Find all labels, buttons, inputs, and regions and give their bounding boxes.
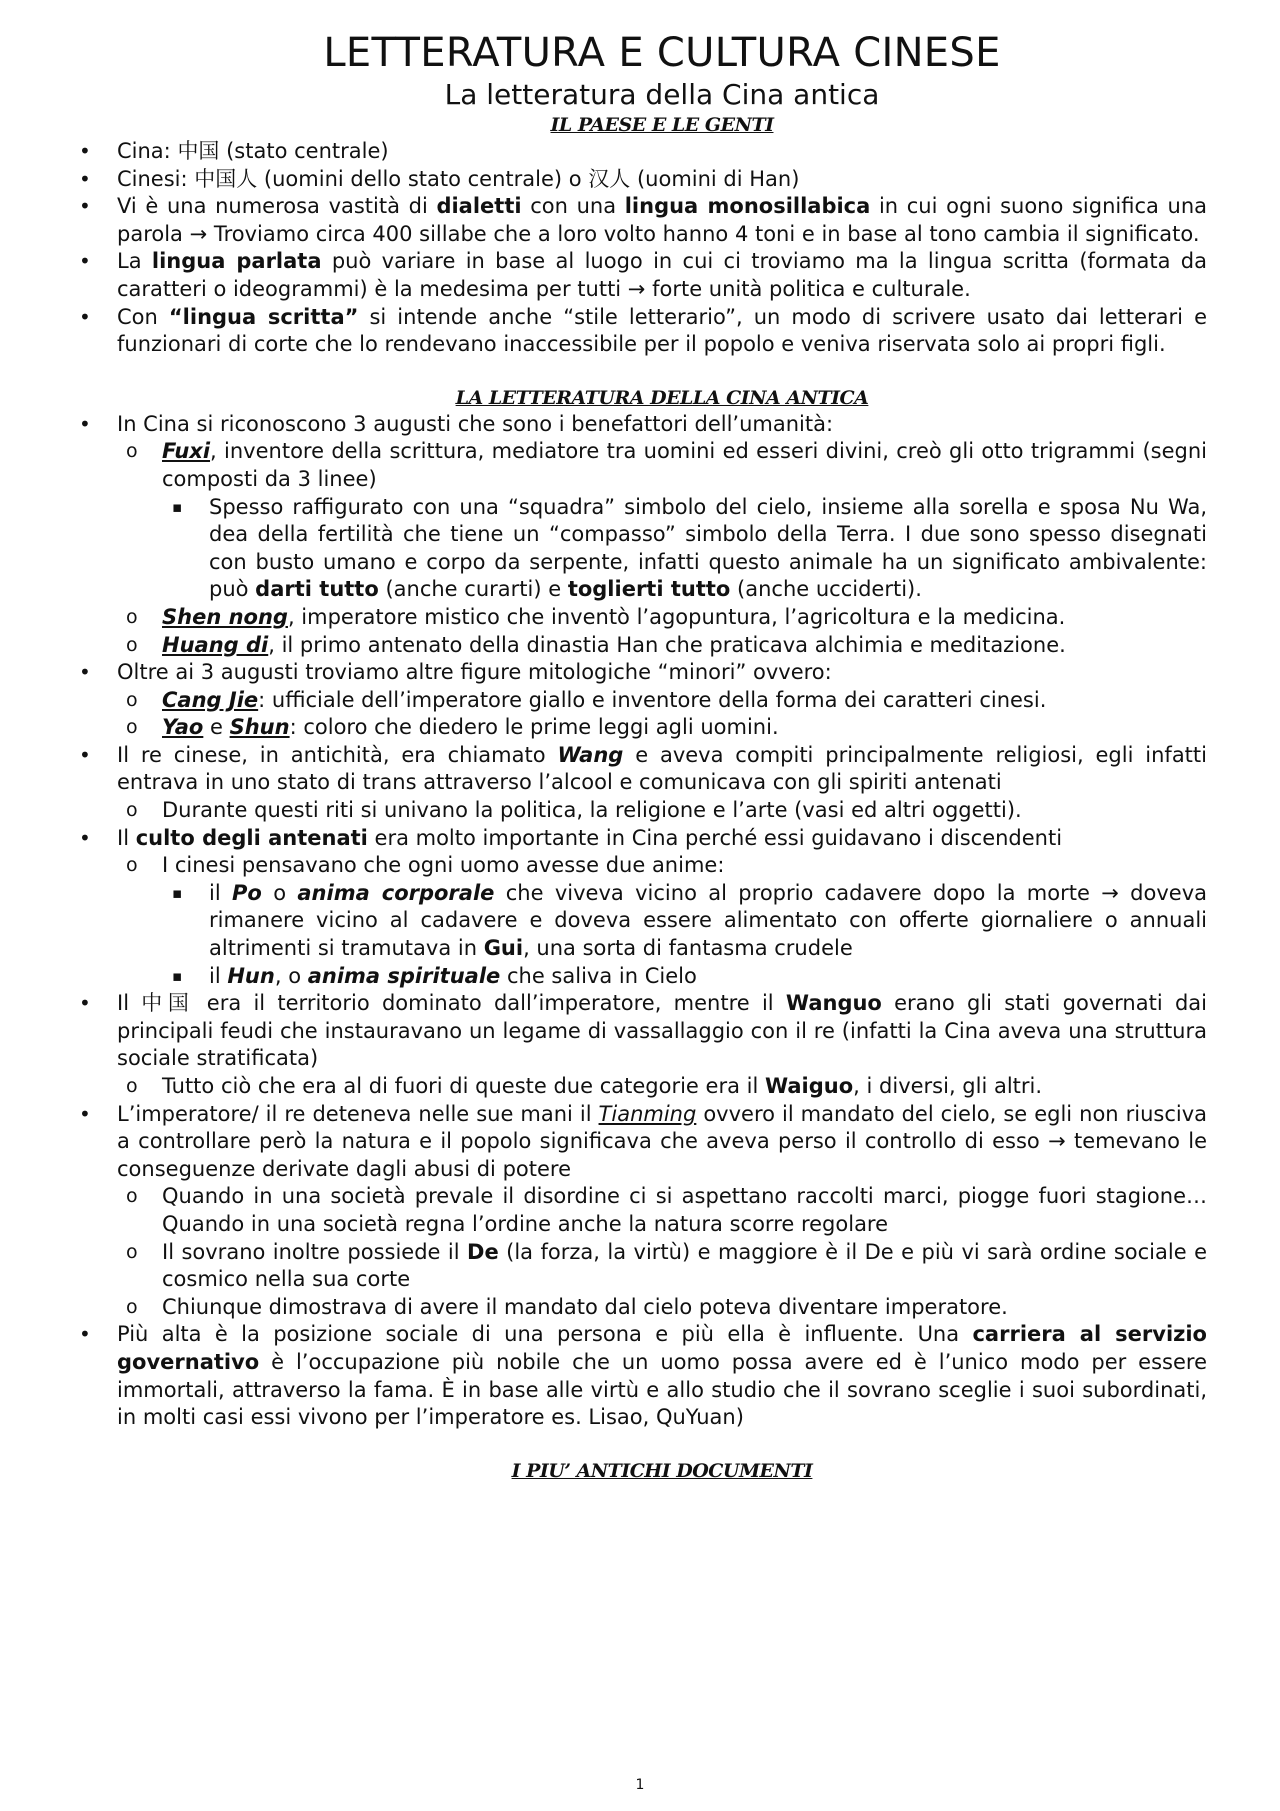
- bold-term: De: [467, 1239, 499, 1264]
- term-anima-spirituale: anima spirituale: [307, 963, 501, 988]
- list-item: [162, 880, 1207, 963]
- bullet-dot: •: [79, 1101, 91, 1126]
- item-text: che saliva in Cielo: [500, 963, 697, 988]
- list-item: [117, 1294, 1207, 1322]
- item-text: Il re cinese, in antichità, era chiamato: [117, 742, 558, 767]
- term-cang-jie: Cang Jie: [162, 687, 259, 712]
- item-text: Con: [117, 304, 169, 329]
- item-text: Tutto ciò che era al di fuori di queste due categorie era il: [162, 1074, 765, 1098]
- bullet-circle: o: [126, 633, 138, 656]
- item-text: è l’occupazione più nobile che un uomo possa avere ed è l’unico modo per essere immortali, attraverso la fama. È in base alle virtù e allo studio che il sovrano sceglie i suoi subordinati, in molti casi essi vivono per l’imperatore es. Lisao, QuYuan): [117, 1349, 1207, 1430]
- item-text: In Cina si riconoscono 3 augusti che sono i benefattori dell’umanità:: [117, 411, 834, 436]
- sublist: [117, 852, 1207, 990]
- item-text: era molto importante in Cina perché essi guidavano i discendenti: [367, 825, 1063, 850]
- item-text: , il primo antenato della dinastia Han che praticava alchimia e meditazione.: [268, 632, 1066, 657]
- item-text: (la forza, la virtù) e maggiore è il De e più vi sarà ordine sociale e cosmico nella sua corte: [162, 1239, 1208, 1292]
- term-hun: Hun: [227, 963, 275, 988]
- bold-term: carriera al servizio governativo: [117, 1322, 1207, 1374]
- item-text: 中国 (stato centrale): [177, 139, 389, 163]
- list-item: [79, 411, 1207, 659]
- list-item: [79, 138, 1207, 166]
- sublist: [117, 687, 1207, 742]
- bold-term: lingua parlata: [151, 249, 322, 274]
- sublist: [117, 1183, 1207, 1321]
- item-text: il: [209, 880, 233, 905]
- item-text: , o: [274, 963, 308, 988]
- list-item: [117, 438, 1207, 604]
- bullet-dot: •: [79, 411, 91, 436]
- term-anima-corporale: anima corporale: [297, 880, 495, 905]
- bullet-dot: •: [79, 660, 91, 685]
- item-text: può variare in base al luogo in cui ci troviamo ma la lingua scritta (formata da caratteri o ideogrammi) è la medesima per tutti → forte unità politica e culturale.: [117, 249, 1208, 301]
- bullet-circle: o: [126, 799, 138, 822]
- bold-term: toglierti tutto: [567, 577, 731, 602]
- item-text: che viveva vicino al proprio cadavere dopo la morte → doveva rimanere vicino al cadavere e doveva essere alimentato con offerte giornaliere o annuali altrimenti si tramutava in: [209, 880, 1207, 961]
- term-fuxi: Fuxi: [162, 439, 211, 464]
- item-text: o: [261, 880, 298, 905]
- bullet-dot: •: [79, 304, 91, 329]
- list-item: [79, 742, 1207, 825]
- list-item: [79, 193, 1207, 248]
- item-text: il: [209, 963, 228, 988]
- bullet-circle: o: [126, 605, 138, 628]
- item-text: Più alta è la posizione sociale di una persona e più ella è influente. Una: [117, 1322, 973, 1347]
- bullet-dot: •: [79, 166, 91, 191]
- list-item: [79, 825, 1207, 991]
- bullet-circle: o: [126, 854, 138, 877]
- bullet-dot: •: [79, 194, 91, 219]
- bullet-square: ▪: [172, 497, 183, 516]
- list-item: [117, 1183, 1207, 1238]
- term-wang: Wang: [557, 742, 624, 767]
- bold-term: lingua monosillabica: [624, 194, 871, 219]
- bold-term: culto degli antenati: [135, 825, 368, 850]
- bullet-circle: o: [126, 1185, 138, 1208]
- section-heading-paese: IL PAESE E LE GENTI: [550, 114, 774, 136]
- list-item: [117, 632, 1207, 660]
- sublist: [162, 494, 1207, 604]
- section-heading-documenti: I PIU’ ANTICHI DOCUMENTI: [511, 1459, 813, 1482]
- list-item: [79, 248, 1208, 303]
- list-item: [79, 1321, 1207, 1431]
- bold-term: Waiguo: [764, 1074, 854, 1098]
- bullet-dot: •: [79, 139, 91, 163]
- list-item: [117, 687, 1207, 715]
- item-text: L’imperatore/ il re deteneva nelle sue mani il: [117, 1101, 599, 1126]
- item-text: erano gli stati governati dai principali feudi che instauravano un legame di vassallaggio con il re (infatti la Cina aveva una struttura sociale stratificata): [117, 991, 1207, 1071]
- term-shun: Shun: [229, 715, 290, 740]
- item-text: e: [203, 715, 230, 740]
- document-subtitle: La letteratura della Cina antica: [444, 78, 880, 111]
- item-text: e aveva compiti principalmente religiosi, egli infatti entrava in uno stato di trans attraverso l’alcool e comunicava con gli spiriti antenati: [117, 742, 1207, 795]
- bullet-dot: •: [79, 249, 91, 274]
- bullet-circle: o: [126, 1075, 138, 1097]
- page-number: 1: [635, 1777, 645, 1793]
- sublist: [117, 1073, 1207, 1101]
- item-text: Oltre ai 3 augusti troviamo altre figure mitologiche “minori” ovvero:: [117, 660, 832, 685]
- bullet-dot: •: [79, 742, 91, 767]
- list-item: [117, 797, 1207, 825]
- item-text: Il 中国 era il territorio dominato dall’imperatore, mentre il: [117, 991, 786, 1016]
- item-text: con una: [521, 194, 625, 219]
- item-text: (anche curarti) e: [378, 577, 568, 602]
- item-text: Cinesi: 中国人 (uomini dello stato centrale) o 汉人 (uomini di Han): [117, 166, 800, 191]
- section-heading-letteratura: LA LETTERATURA DELLA CINA ANTICA: [455, 386, 869, 409]
- item-text: Spesso raffigurato con una “squadra” simbolo del cielo, insieme alla sorella e sposa Nu Wa, dea della fertilità che tiene un “compasso” simbolo della Terra. I due sono spesso disegnati con busto umano e corpo da serpente, infatti questo animale ha un significato ambivalente: può: [209, 494, 1207, 602]
- bullet-dot: •: [79, 825, 91, 850]
- item-text: , una sorta di fantasma crudele: [523, 936, 853, 961]
- term-tianming: Tianming: [598, 1101, 697, 1126]
- section-letteratura-list: [79, 411, 1208, 1432]
- item-text: : coloro che diedero le prime leggi agli uomini.: [289, 715, 779, 740]
- bullet-dot: •: [79, 1322, 91, 1347]
- item-text: , inventore della scrittura, mediatore tra uomini ed esseri divini, creò gli otto trigrammi (segni composti da 3 linee): [162, 439, 1207, 491]
- sublist: [117, 797, 1207, 825]
- bullet-dot: •: [79, 991, 91, 1016]
- item-text: Quando in una società prevale il disordine ci si aspettano raccolti marci, piogge fuori stagione… Quando in una società regna l’ordine anche la natura scorre regolare: [162, 1184, 1207, 1236]
- bullet-circle: o: [126, 440, 138, 463]
- item-text: si intende anche “stile letterario”, un modo di scrivere usato dai letterari e funzionari di corte che lo rendevano inaccessibile per il popolo e veniva riservata solo ai propri figli.: [117, 304, 1207, 357]
- bullet-square: ▪: [172, 966, 183, 985]
- item-text: I cinesi pensavano che ogni uomo avesse due anime:: [162, 853, 725, 878]
- item-text: , imperatore mistico che inventò l’agopuntura, l’agricoltura e la medicina.: [287, 604, 1066, 629]
- item-text: Il sovrano inoltre possiede il: [162, 1239, 468, 1264]
- list-item: [117, 1239, 1207, 1294]
- list-item: [79, 1101, 1208, 1322]
- list-item: [162, 963, 1207, 991]
- list-item: [117, 852, 1207, 990]
- list-item: [79, 166, 1207, 194]
- bullet-circle: o: [126, 688, 138, 711]
- bullet-square: ▪: [172, 883, 183, 902]
- item-text: Durante questi riti si univano la politica, la religione e l’arte (vasi ed altri oggetti).: [162, 798, 1022, 823]
- item-text: (anche ucciderti).: [730, 577, 922, 602]
- document-title: LETTERATURA E CULTURA CINESE: [323, 30, 1001, 76]
- item-text: La: [117, 249, 152, 274]
- item-text: , i diversi, gli altri.: [853, 1074, 1043, 1098]
- sublist: [162, 880, 1207, 990]
- item-text: ovvero il mandato del cielo, se egli non riusciva a controllare però la natura e il popolo significava che aveva perso il controllo di esso → temevano le conseguenze derivate dagli abusi di potere: [117, 1101, 1207, 1181]
- list-item: [117, 714, 1207, 742]
- bold-term: darti tutto: [255, 577, 379, 602]
- sublist: [117, 438, 1207, 659]
- list-item: [79, 659, 1207, 742]
- item-text: Vi è una numerosa vastità di: [117, 194, 437, 219]
- bold-term: Wanguo: [785, 991, 882, 1016]
- term-yao: Yao: [162, 715, 204, 740]
- bullet-circle: o: [126, 716, 138, 739]
- term-po: Po: [232, 880, 262, 905]
- list-item: [117, 604, 1207, 632]
- section-paese-list: [79, 138, 1208, 359]
- item-text: Cina:: [117, 139, 178, 163]
- bullet-circle: o: [126, 1295, 138, 1318]
- document-page: [79, 28, 1208, 1484]
- list-item: [79, 304, 1207, 359]
- bullet-circle: o: [126, 1240, 138, 1263]
- item-text: in cui ogni suono significa una parola → Troviamo circa 400 sillabe che a loro volto hanno 4 toni e in base al tono cambia il significato.: [117, 194, 1207, 246]
- item-text: Il: [117, 825, 136, 850]
- item-text: : ufficiale dell’imperatore giallo e inventore della forma dei caratteri cinesi.: [258, 687, 1047, 712]
- term-huang-di: Huang di: [162, 632, 269, 657]
- bold-term: “lingua scritta”: [168, 304, 359, 329]
- term-shen-nong: Shen nong: [162, 604, 288, 629]
- list-item: [117, 1073, 1207, 1101]
- item-text: Chiunque dimostrava di avere il mandato dal cielo poteva diventare imperatore.: [162, 1294, 1008, 1319]
- list-item: [79, 990, 1207, 1100]
- list-item: [162, 494, 1207, 604]
- bold-term: dialetti: [436, 194, 522, 219]
- bold-term: Gui: [483, 936, 524, 961]
